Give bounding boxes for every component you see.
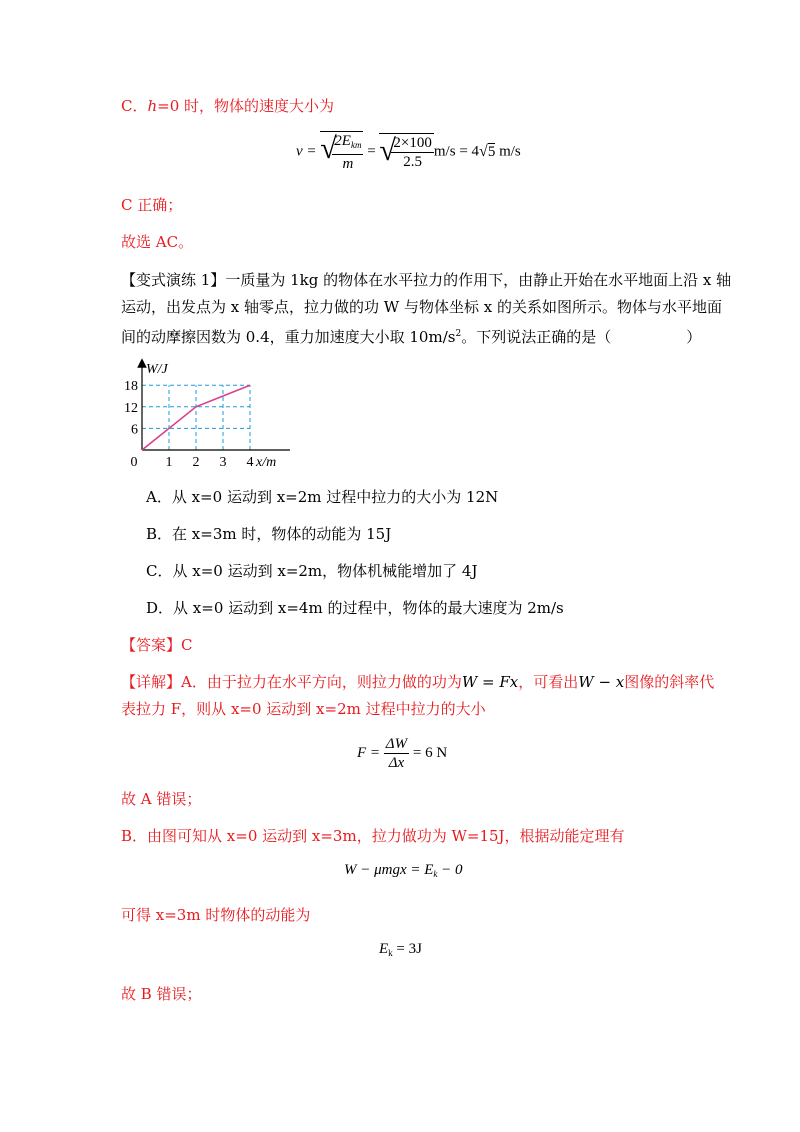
frac1-num-sub: km (350, 140, 362, 150)
eqA-lhs: F = (357, 745, 381, 761)
x-tick-label: 4 (246, 455, 254, 470)
answer-line (121, 635, 193, 655)
frac1-den: m (342, 156, 354, 172)
velocity-equation (296, 131, 521, 181)
radical-sign-2: √ (379, 134, 396, 167)
force-equation (357, 735, 447, 772)
section-c-label: C． (121, 97, 148, 115)
y-tick-label: 6 (131, 422, 138, 438)
sqrt-val: 5 (487, 143, 496, 160)
eq-unit-1: m/s = 4 (433, 143, 480, 160)
grid-layer (142, 385, 250, 450)
eq-equal-2: = (367, 143, 376, 160)
variant-line-3a: 间的动摩擦因数为 0.4，重力加速度大小取 10m/s (121, 328, 456, 346)
answer-tag: 【答案】 (121, 636, 182, 654)
answer-value: C (181, 636, 193, 654)
h-variable: h (147, 97, 158, 115)
option-a: A．从 x=0 运动到 x=2m 过程中拉力的大小为 12N (146, 488, 499, 506)
eqB-rhs: − 0 (437, 862, 463, 878)
detail-line-2: 表拉力 F，则从 x=0 运动到 x=2m 过程中拉力的大小 (121, 700, 486, 718)
eq-lhs: v = (296, 143, 317, 160)
kinetic-energy-equation (379, 941, 422, 958)
y-axis-label: W/J (146, 362, 168, 377)
x-tick-label: 3 (219, 455, 227, 470)
eqC-rhs: = 3J (392, 941, 422, 957)
work-displacement-chart (120, 355, 300, 470)
x-tick-label: 0 (130, 455, 138, 470)
eqC-sub: k (388, 948, 393, 958)
x-tick-label: 2 (192, 455, 200, 470)
x-tick-label: 1 (165, 455, 173, 470)
eqA-den: Δx (388, 755, 405, 771)
eqA-rhs: = 6 N (412, 745, 448, 761)
variant-line-1 (121, 270, 731, 290)
detail-line-1b: ，可看出 (518, 673, 579, 691)
detail-line-1c: 图像的斜率代 (624, 673, 715, 691)
detail-line-1a: A．由于拉力在水平方向，则拉力做的功为 (181, 673, 462, 691)
frac2-den: 2.5 (403, 154, 423, 170)
energy-equation (344, 862, 463, 879)
section-c-text: =0 时，物体的速度大小为 (157, 97, 335, 115)
radical-sign-1: √ (320, 132, 337, 165)
tick-layer (124, 379, 254, 470)
b-wrong: 故 B 错误； (121, 985, 202, 1003)
variant-tag: 【变式演练 1】 (121, 271, 226, 289)
frac1-num: 2E (334, 133, 351, 149)
option-b: B．在 x=3m 时，物体的动能为 15J (146, 525, 392, 543)
detail-line-1 (121, 672, 714, 692)
option-d: D．从 x=0 运动到 x=4m 的过程中，物体的最大速度为 2m/s (146, 599, 564, 617)
eq-unit-2: m/s (495, 143, 521, 160)
a-wrong: 故 A 错误； (121, 790, 202, 808)
detail-b-line: B．由图可知从 x=0 运动到 x=3m，拉力做功为 W=15J，根据动能定理有 (121, 827, 625, 845)
variant-line-3b: 。下列说法正确的是（ ） (461, 328, 702, 346)
detail-tag: 【详解】 (121, 673, 182, 691)
variant-line-3-sup: 2 (455, 329, 462, 339)
detail-b-line-2: 可得 x=3m 时物体的动能为 (121, 906, 311, 924)
detail-eq-w-x: W − x (578, 673, 625, 691)
eqA-num: ΔW (385, 736, 408, 752)
c-correct: C 正确； (121, 196, 183, 214)
variant-line-3 (121, 324, 701, 347)
variant-line-1-text: 一质量为 1kg 的物体在水平拉力的作用下，由静止开始在水平地面上沿 x 轴 (225, 271, 732, 289)
eqC-main: E (379, 941, 389, 957)
choose-ac: 故选 AC。 (121, 233, 194, 251)
option-c: C．从 x=0 运动到 x=2m，物体机械能增加了 4J (146, 562, 478, 580)
y-tick-label: 12 (124, 400, 138, 416)
eqB-sub: k (433, 869, 438, 879)
small-radical: √ (479, 143, 488, 160)
section-c-line (121, 96, 334, 116)
variant-line-2: 运动，出发点为 x 轴零点，拉力做的功 W 与物体坐标 x 的关系如图所示。物体与水平地面 (121, 298, 722, 316)
sqrt-1 (320, 131, 363, 173)
detail-eq-w-fx: W = Fx (461, 673, 519, 691)
x-axis-label: x/m (256, 455, 277, 470)
sqrt-2 (379, 133, 433, 171)
y-tick-label: 18 (124, 379, 138, 395)
eqB-main: W − μmgx = E (344, 862, 434, 878)
frac2-num: 2×100 (393, 135, 432, 151)
